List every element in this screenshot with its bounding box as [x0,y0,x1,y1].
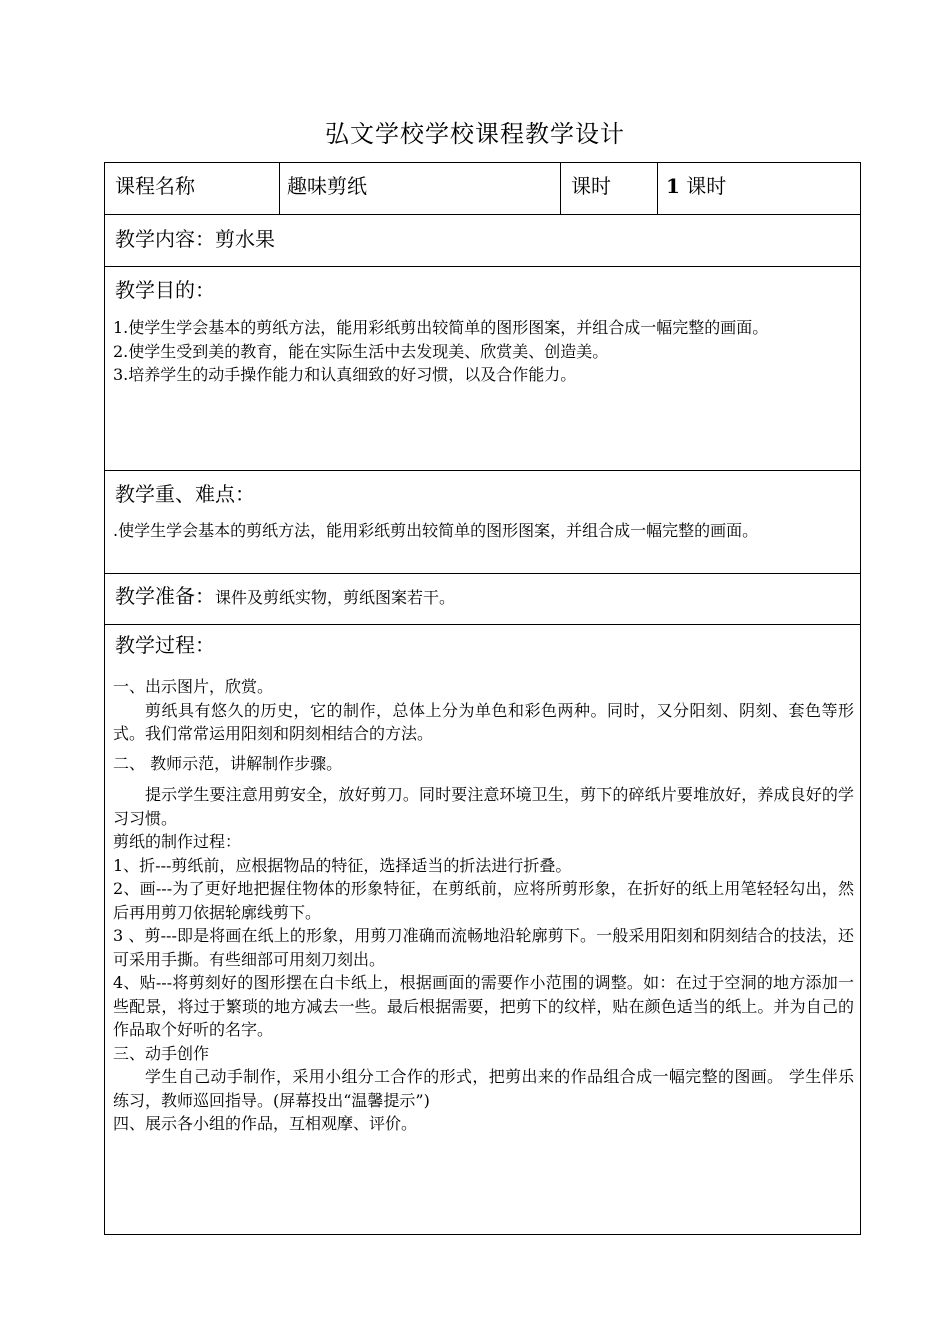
key-points-paragraph: .使学生学会基本的剪纸方法，能用彩纸剪出较简单的图形图案，并组合成一幅完整的画面。 [113,521,759,540]
objective-item: 1.使学生学会基本的剪纸方法，能用彩纸剪出较简单的图形图案，并组合成一幅完整的画面。 [113,318,769,337]
objective-item: 3.培养学生的动手操作能力和认真细致的好习惯，以及合作能力。 [113,365,577,384]
class-hours-label: 课时 [571,174,611,198]
process-heading: 教学过程： [115,633,215,657]
preparation-text: 课件及剪纸实物，剪纸图案若干。 [215,588,456,607]
process-paragraph: 剪纸具有悠久的历史，它的制作，总体上分为单色和彩色两种。同时，又分阳刻、阴刻、套色等形式。我们常常运用阳刻和阴刻相结合的方法。 [113,700,854,743]
row-divider [105,470,860,471]
process-paragraph: 三、动手创作 [113,1043,210,1063]
class-hours-number: 1 [666,174,680,198]
row-divider [105,214,860,215]
process-paragraph: 2、画---为了更好地把握住物体的形象特征，在剪纸前，应将所剪形象，在折好的纸上用笔轻轻勾出，然后再用剪刀依据轮廓线剪下。 [113,879,854,922]
row-divider [105,266,860,267]
objectives-list [113,316,854,387]
objectives-heading: 教学目的： [115,278,215,302]
preparation-heading: 教学准备： [115,584,215,608]
row-divider [105,573,860,574]
process-paragraph: 一、出示图片，欣赏。 [113,677,274,696]
column-divider [657,163,658,214]
preparation-row [115,584,455,610]
document-title: 弘文学校学校课程教学设计 [325,120,625,148]
class-hours-unit: 课时 [686,174,727,198]
class-hours-value [666,174,726,198]
column-divider [279,163,280,214]
process-paragraph: 剪纸的制作过程： [113,832,242,851]
process-paragraph: 二、 教师示范，讲解制作步骤。 [113,753,343,773]
column-divider [560,163,561,214]
process-paragraph: 学生自己动手制作，采用小组分工合作的形式，把剪出来的作品组合成一幅完整的图画。 学生伴乐练习，教师巡回指导。(屏幕投出“温馨提示”) [113,1067,854,1110]
course-name-value: 趣味剪纸 [287,174,367,198]
row-divider [105,624,860,625]
process-paragraph: 4、贴---将剪刻好的图形摆在白卡纸上，根据画面的需要作小范围的调整。如：在过于空洞的地方添加一些配景，将过于繁琐的地方减去一些。最后根据需要，把剪下的纹样，贴在颜色适当的纸上。并为自己的作品取个好听的名字。 [113,973,854,1039]
lesson-plan-table [104,162,861,1235]
key-points-heading: 教学重、难点： [115,482,255,506]
process-body [113,675,854,1136]
process-paragraph: 提示学生要注意用剪安全，放好剪刀。同时要注意环境卫生，剪下的碎纸片要堆放好，养成良好的学习习惯。 [113,785,854,828]
process-paragraph: 3 、剪---即是将画在纸上的形象，用剪刀准确而流畅地沿轮廓剪下。一般采用阳刻和阴刻结合的技法，还可采用手撕。有些细部可用刻刀刻出。 [113,926,854,969]
objective-item: 2.使学生受到美的教育，能在实际生活中去发现美、欣赏美、创造美。 [113,341,609,361]
key-points-text [113,519,854,543]
process-paragraph: 1、折---剪纸前，应根据物品的特征，选择适当的折法进行折叠。 [113,855,572,875]
course-name-label: 课程名称 [115,174,195,198]
process-paragraph: 四、展示各小组的作品，互相观摩、评价。 [113,1114,418,1133]
teaching-content-heading: 教学内容：剪水果 [115,227,275,251]
